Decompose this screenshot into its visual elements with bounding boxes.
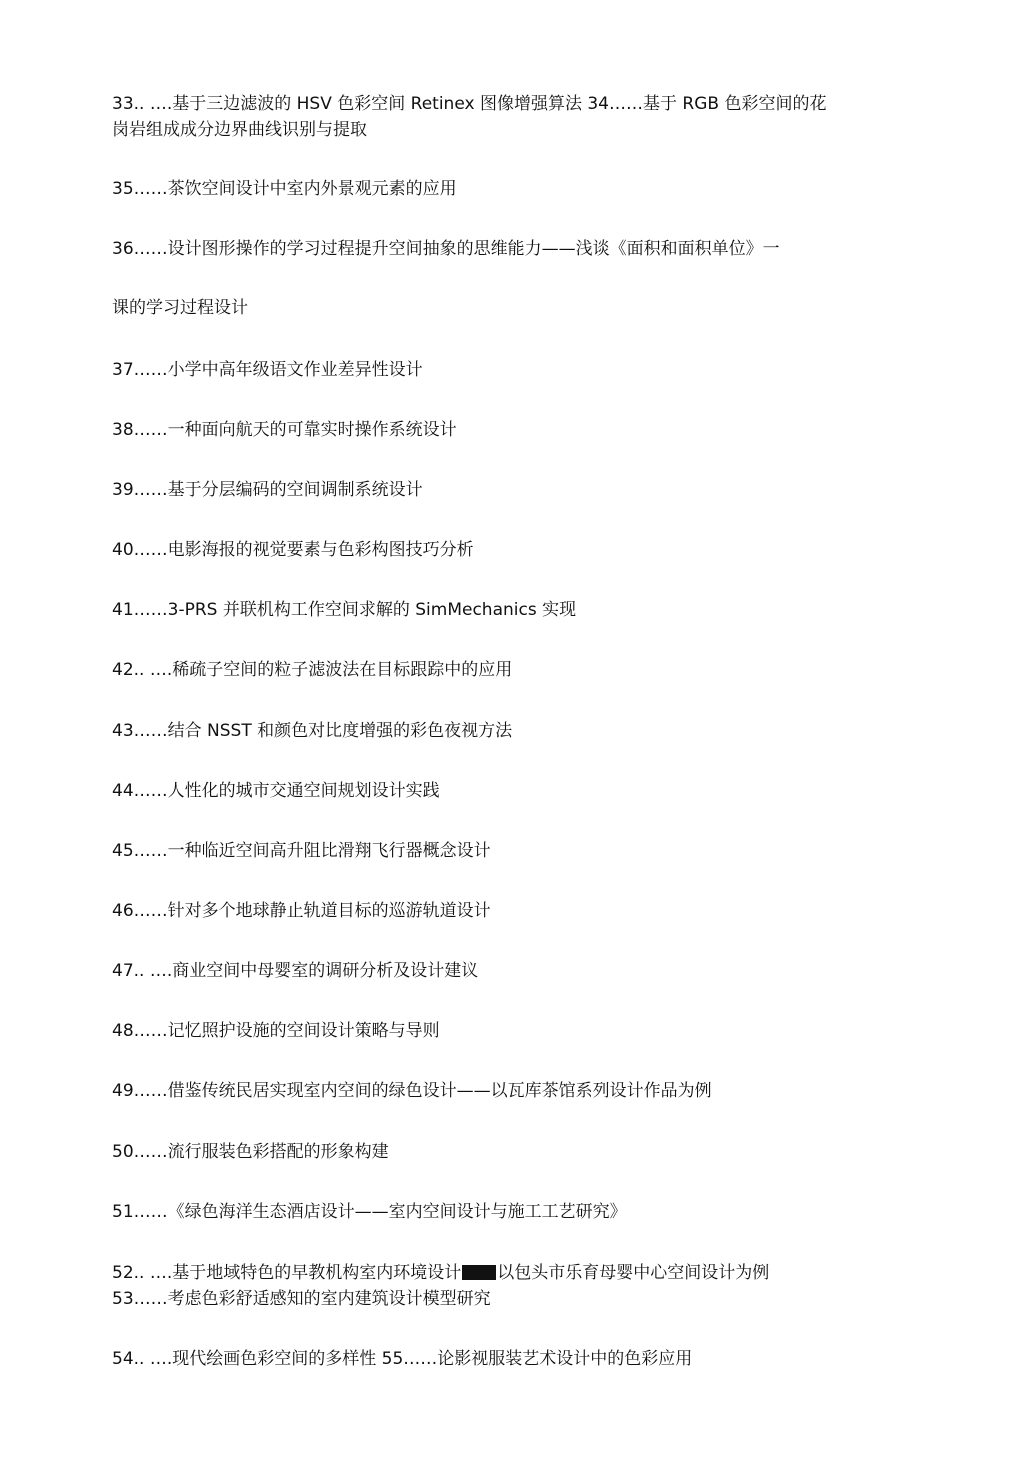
entry-47: 47.. ….商业空间中母婴室的调研分析及设计建议 (112, 961, 479, 981)
entry-49: 49……借鉴传统民居实现室内空间的绿色设计——以瓦库茶馆系列设计作品为例 (112, 1081, 712, 1101)
entry-41: 41……3-PRS 并联机构工作空间求解的 SimMechanics 实现 (112, 600, 577, 620)
entry-46: 46……针对多个地球静止轨道目标的巡游轨道设计 (112, 901, 491, 921)
entry-33-34-line-2: 岗岩组成成分边界曲线识别与提取 (112, 120, 367, 140)
entry-33-34-line-1: 33.. ….基于三边滤波的 HSV 色彩空间 Retinex 图像增强算法 34……基于 RGB 色彩空间的花 (112, 94, 827, 114)
entry-42: 42.. ….稀疏子空间的粒子滤波法在目标跟踪中的应用 (112, 660, 513, 680)
entry-54-55: 54.. ….现代绘画色彩空间的多样性 55……论影视服装艺术设计中的色彩应用 (112, 1349, 693, 1369)
entry-37: 37……小学中高年级语文作业差异性设计 (112, 360, 423, 380)
entry-45: 45……一种临近空间高升阻比滑翔飞行器概念设计 (112, 841, 491, 861)
entry-38: 38……一种面向航天的可靠实时操作系统设计 (112, 420, 457, 440)
entry-36-line-2: 课的学习过程设计 (112, 298, 248, 318)
entry-43: 43……结合 NSST 和颜色对比度增强的彩色夜视方法 (112, 721, 513, 741)
entry-53: 53……考虑色彩舒适感知的室内建筑设计模型研究 (112, 1289, 491, 1309)
entry-48: 48……记忆照护设施的空间设计策略与导则 (112, 1021, 440, 1041)
entry-39: 39……基于分层编码的空间调制系统设计 (112, 480, 423, 500)
entry-44: 44……人性化的城市交通空间规划设计实践 (112, 781, 440, 801)
entry-50: 50……流行服装色彩搭配的形象构建 (112, 1142, 389, 1162)
redaction-block (462, 1265, 496, 1280)
entry-52-part-2: 以包头市乐育母婴中心空间设计为例 (497, 1263, 770, 1283)
entry-52 (112, 1260, 912, 1286)
entry-52-part-1: 52.. ….基于地域特色的早教机构室内环境设计 (112, 1263, 462, 1283)
entry-35: 35……茶饮空间设计中室内外景观元素的应用 (112, 179, 457, 199)
entry-51: 51……《绿色海洋生态酒店设计——室内空间设计与施工工艺研究》 (112, 1202, 627, 1222)
entry-40: 40……电影海报的视觉要素与色彩构图技巧分析 (112, 540, 474, 560)
entry-36-line-1: 36……设计图形操作的学习过程提升空间抽象的思维能力——浅谈《面积和面积单位》一 (112, 239, 780, 259)
